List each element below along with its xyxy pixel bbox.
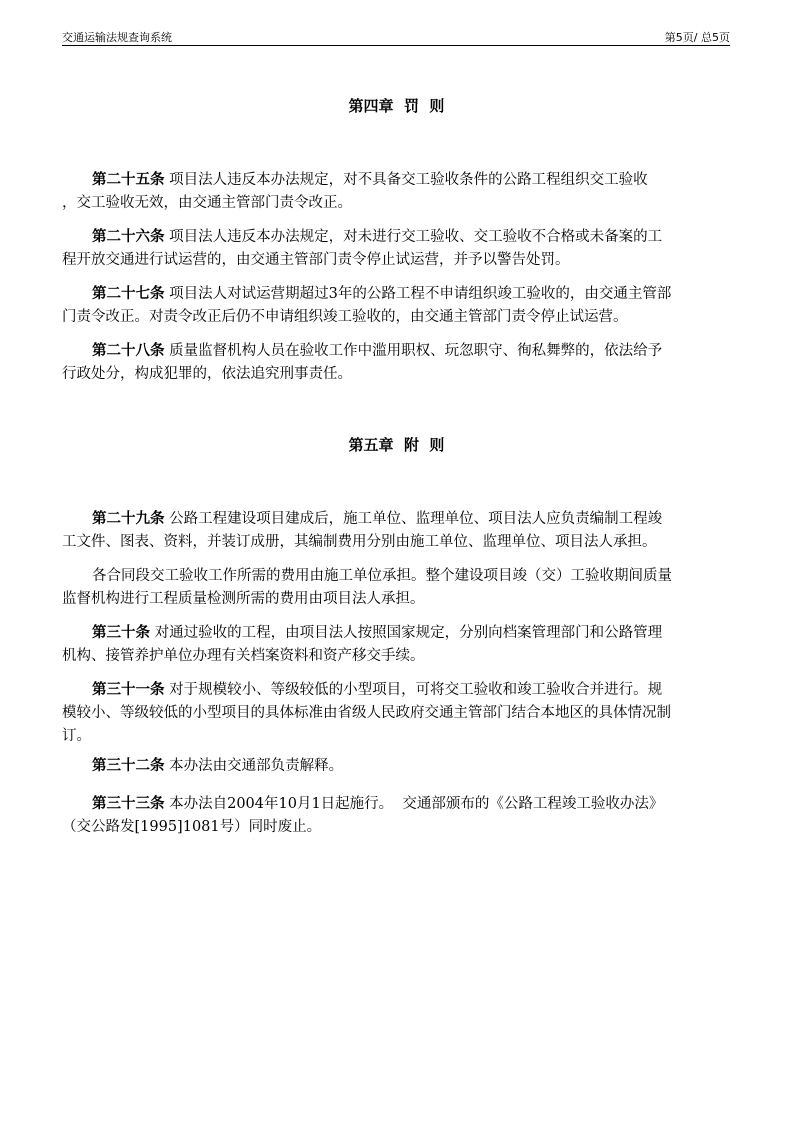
article-number: 第三十三条 bbox=[92, 796, 165, 812]
system-title: 交通运输法规查询系统 bbox=[62, 31, 172, 44]
article-27 bbox=[62, 283, 734, 329]
article-number: 第三十一条 bbox=[92, 682, 165, 698]
article-31 bbox=[62, 679, 734, 748]
chapter-4-title: 第四章 罚 则 bbox=[348, 97, 445, 115]
article-text: 订。 bbox=[62, 728, 91, 744]
article-33 bbox=[62, 793, 734, 839]
article-text: （交公路发[1995]1081号）同时废止。 bbox=[62, 819, 322, 835]
article-text: 程开放交通进行试运营的，由交通主管部门责令停止试运营，并予以警告处罚。 bbox=[62, 252, 570, 268]
article-30 bbox=[62, 622, 734, 668]
article-number: 第二十八条 bbox=[92, 343, 165, 359]
article-26 bbox=[62, 226, 734, 272]
article-text: 本办法由交通部负责解释。 bbox=[164, 758, 344, 774]
article-number: 第二十七条 bbox=[92, 286, 165, 302]
article-32 bbox=[62, 755, 734, 778]
article-text: 机构、接管养护单位办理有关档案资料和资产移交手续。 bbox=[62, 648, 425, 664]
article-29 bbox=[62, 508, 734, 554]
article-28 bbox=[62, 340, 734, 386]
article-text: 各合同段交工验收工作所需的费用由施工单位承担。整个建设项目竣（交）工验收期间质量 bbox=[92, 568, 672, 584]
article-number: 第三十二条 bbox=[92, 758, 165, 774]
article-text: 本办法自2004年10月1日起施行。 交通部颁布的《公路工程竣工验收办法》 bbox=[164, 796, 664, 812]
article-25 bbox=[62, 169, 734, 215]
article-text: 公路工程建设项目建成后，施工单位、监理单位、项目法人应负责编制工程竣 bbox=[164, 511, 663, 527]
article-text: 项目法人违反本办法规定，对未进行交工验收、交工验收不合格或未备案的工 bbox=[164, 229, 663, 245]
chapter-5-title: 第五章 附 则 bbox=[348, 436, 445, 454]
article-text: 项目法人违反本办法规定，对不具备交工验收条件的公路工程组织交工验收 bbox=[164, 172, 648, 188]
article-text: 监督机构进行工程质量检测所需的费用由项目法人承担。 bbox=[62, 591, 425, 607]
article-text: 对于规模较小、等级较低的小型项目，可将交工验收和竣工验收合并进行。规 bbox=[164, 682, 663, 698]
article-text: 行政处分，构成犯罪的，依法追究刑事责任。 bbox=[62, 366, 352, 382]
article-text: 对通过验收的工程，由项目法人按照国家规定，分别向档案管理部门和公路管理 bbox=[150, 625, 663, 641]
page-header bbox=[62, 27, 730, 46]
article-text: ，交工验收无效，由交通主管部门责令改正。 bbox=[62, 195, 352, 211]
article-text: 工文件、图表、资料，并装订成册，其编制费用分别由施工单位、监理单位、项目法人承担。 bbox=[62, 534, 657, 550]
article-text: 质量监督机构人员在验收工作中滥用职权、玩忽职守、徇私舞弊的，依法给予 bbox=[164, 343, 663, 359]
article-number: 第二十六条 bbox=[92, 229, 165, 245]
article-number: 第二十五条 bbox=[92, 172, 165, 188]
article-text: 模较小、等级较低的小型项目的具体标准由省级人民政府交通主管部门结合本地区的具体情况制 bbox=[62, 705, 671, 721]
article-text: 门责令改正。对责令改正后仍不申请组织竣工验收的，由交通主管部门责令停止试运营。 bbox=[62, 309, 628, 325]
cost-paragraph bbox=[62, 565, 734, 611]
article-text: 项目法人对试运营期超过3年的公路工程不申请组织竣工验收的，由交通主管部 bbox=[164, 286, 672, 302]
article-number: 第三十条 bbox=[92, 625, 150, 641]
page-indicator: 第5页/ 总5页 bbox=[664, 31, 730, 44]
article-number: 第二十九条 bbox=[92, 511, 165, 527]
